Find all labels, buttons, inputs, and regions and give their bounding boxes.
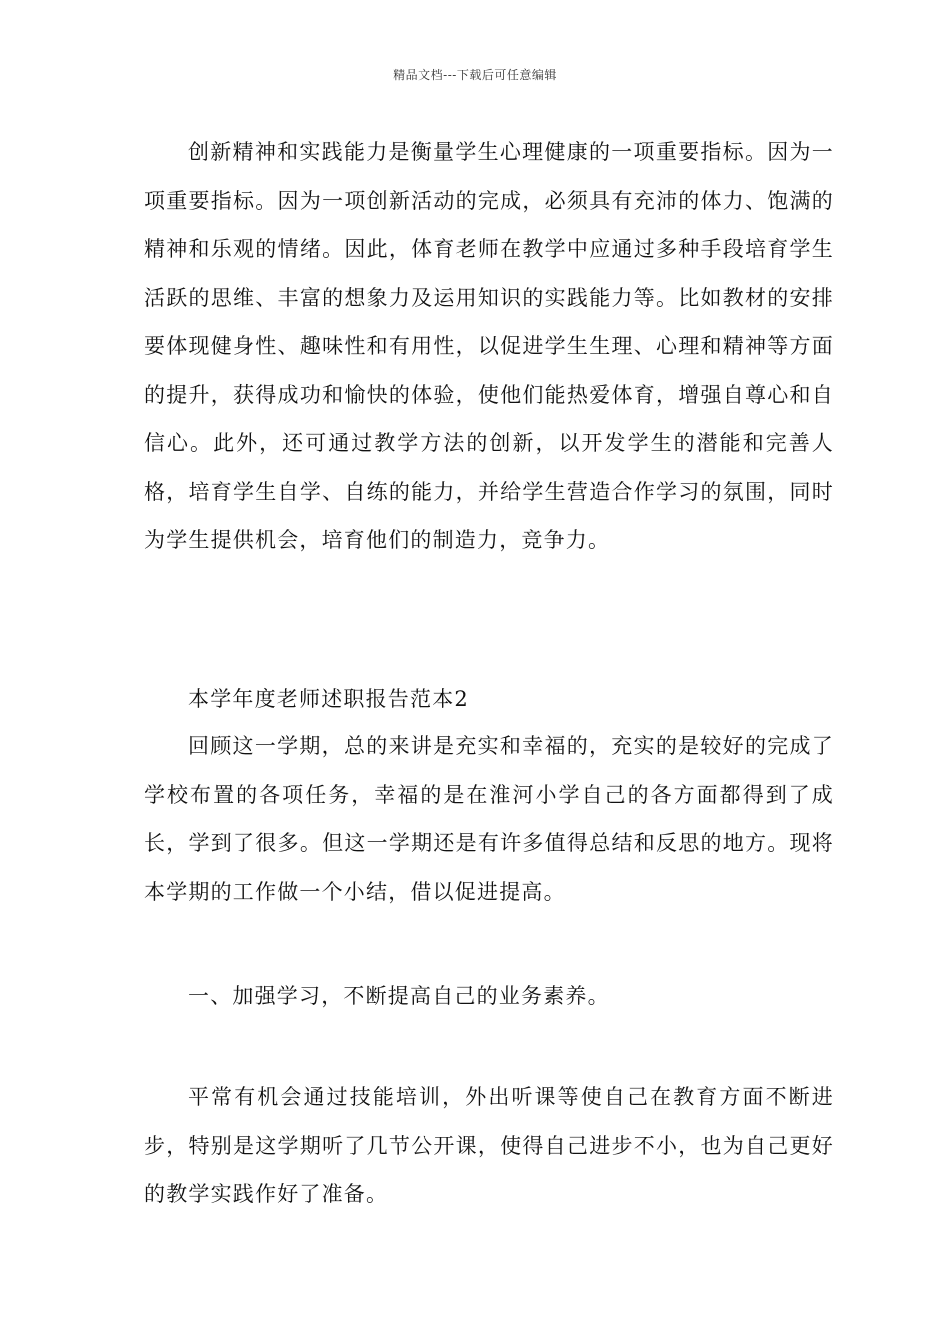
body-paragraph: 创新精神和实践能力是衡量学生心理健康的一项重要指标。因为一项重要指标。因为一项创新活动的完成，必须具有充沛的体力、饱满的精神和乐观的情绪。因此，体育老师在教学中应通过多种手段培育学生活跃的思维、丰富的想象力及运用知识的实践能力等。比如教材的安排要体现健身性、趣味性和有用性，以促进学生生理、心理和精神等方面的提升，获得成功和愉快的体验，使他们能热爱体育，增强自尊心和自信心。此外，还可通过教学方法的创新，以开发学生的潜能和完善人格，培育学生自学、自练的能力，并给学生营造合作学习的氛围，同时为学生提供机会，培育他们的制造力，竞争力。 bbox=[144, 140, 834, 552]
heading-block-1 bbox=[144, 972, 834, 1021]
paragraph-block-1 bbox=[144, 128, 834, 565]
paragraph-block-2 bbox=[144, 722, 834, 916]
body-paragraph: 回顾这一学期，总的来讲是充实和幸福的，充实的是较好的完成了学校布置的各项任务，幸福的是在淮河小学自己的各方面都得到了成长，学到了很多。但这一学期还是有许多值得总结和反思的地方。现将本学期的工作做一个小结，借以促进提高。 bbox=[144, 734, 834, 904]
section-heading: 一、加强学习，不断提高自己的业务素养。 bbox=[188, 984, 610, 1008]
page-header: 精品文档---下载后可任意编辑 bbox=[393, 68, 557, 82]
section-title-block bbox=[144, 675, 834, 724]
section-title: 本学年度老师述职报告范本2 bbox=[188, 687, 469, 711]
paragraph-block-3 bbox=[144, 1073, 834, 1219]
body-paragraph: 平常有机会通过技能培训，外出听课等使自己在教育方面不断进步，特别是这学期听了几节公开课，使得自己进步不小，也为自己更好的教学实践作好了准备。 bbox=[144, 1085, 834, 1206]
